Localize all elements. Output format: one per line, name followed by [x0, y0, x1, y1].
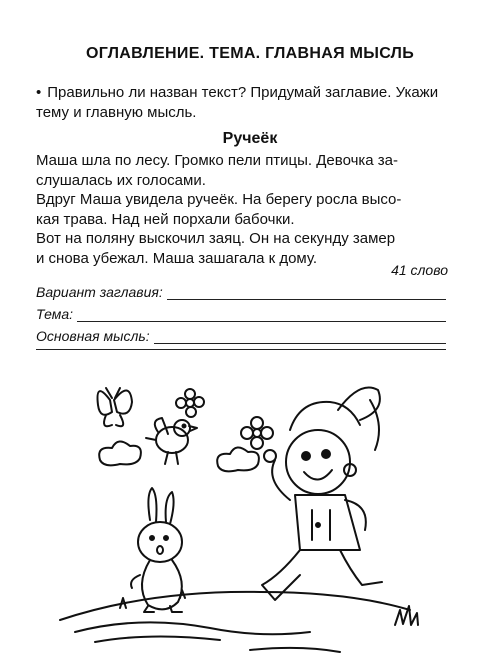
bullet-marker: • — [36, 84, 42, 101]
extra-answer-line[interactable] — [36, 349, 446, 350]
story-line: Маша шла по лесу. Громко пели птицы. Девочка за- — [36, 152, 399, 169]
main-idea-label: Основная мысль: — [36, 328, 150, 344]
title-variant-field — [36, 284, 446, 300]
story-line: Вдруг Маша увидела ручеёк. На берегу росла высо- — [36, 191, 402, 208]
story-line: и снова убежал. Маша зашагала к дому. — [36, 249, 318, 267]
cloud-icon — [217, 447, 259, 471]
word-count: 41 слово — [391, 262, 448, 278]
theme-field — [36, 306, 446, 322]
main-idea-answer-line[interactable] — [154, 329, 446, 344]
flower-icon — [241, 417, 273, 449]
butterfly-icon — [98, 388, 133, 426]
theme-answer-line[interactable] — [77, 307, 446, 322]
task-text: Правильно ли назван текст? Придумай заглавие. Укажи тему и главную мысль. — [36, 84, 439, 121]
story-line: кая трава. Над ней порхали бабочки. — [36, 210, 295, 228]
rabbit-icon — [131, 488, 182, 612]
task-instruction — [36, 83, 446, 123]
stream-icon — [75, 622, 310, 634]
bird-icon — [146, 418, 197, 464]
story-line: Вот на поляну выскочил заяц. Он на секунду замер — [36, 230, 396, 247]
main-idea-field — [36, 328, 446, 344]
title-variant-label: Вариант заглавия: — [36, 284, 163, 300]
flower-icon — [176, 389, 204, 417]
title-variant-answer-line[interactable] — [167, 285, 446, 300]
story-line: слушалась их голосами. — [36, 171, 206, 189]
illustration — [0, 370, 500, 659]
ground-line — [60, 592, 410, 620]
page-title: ОГЛАВЛЕНИЕ. ТЕМА. ГЛАВНАЯ МЫСЛЬ — [85, 45, 415, 62]
theme-label: Тема: — [36, 306, 73, 322]
story-text — [36, 151, 448, 268]
cloud-icon — [99, 441, 141, 465]
girl-icon — [262, 388, 382, 601]
story-title: Ручеёк — [222, 130, 278, 147]
